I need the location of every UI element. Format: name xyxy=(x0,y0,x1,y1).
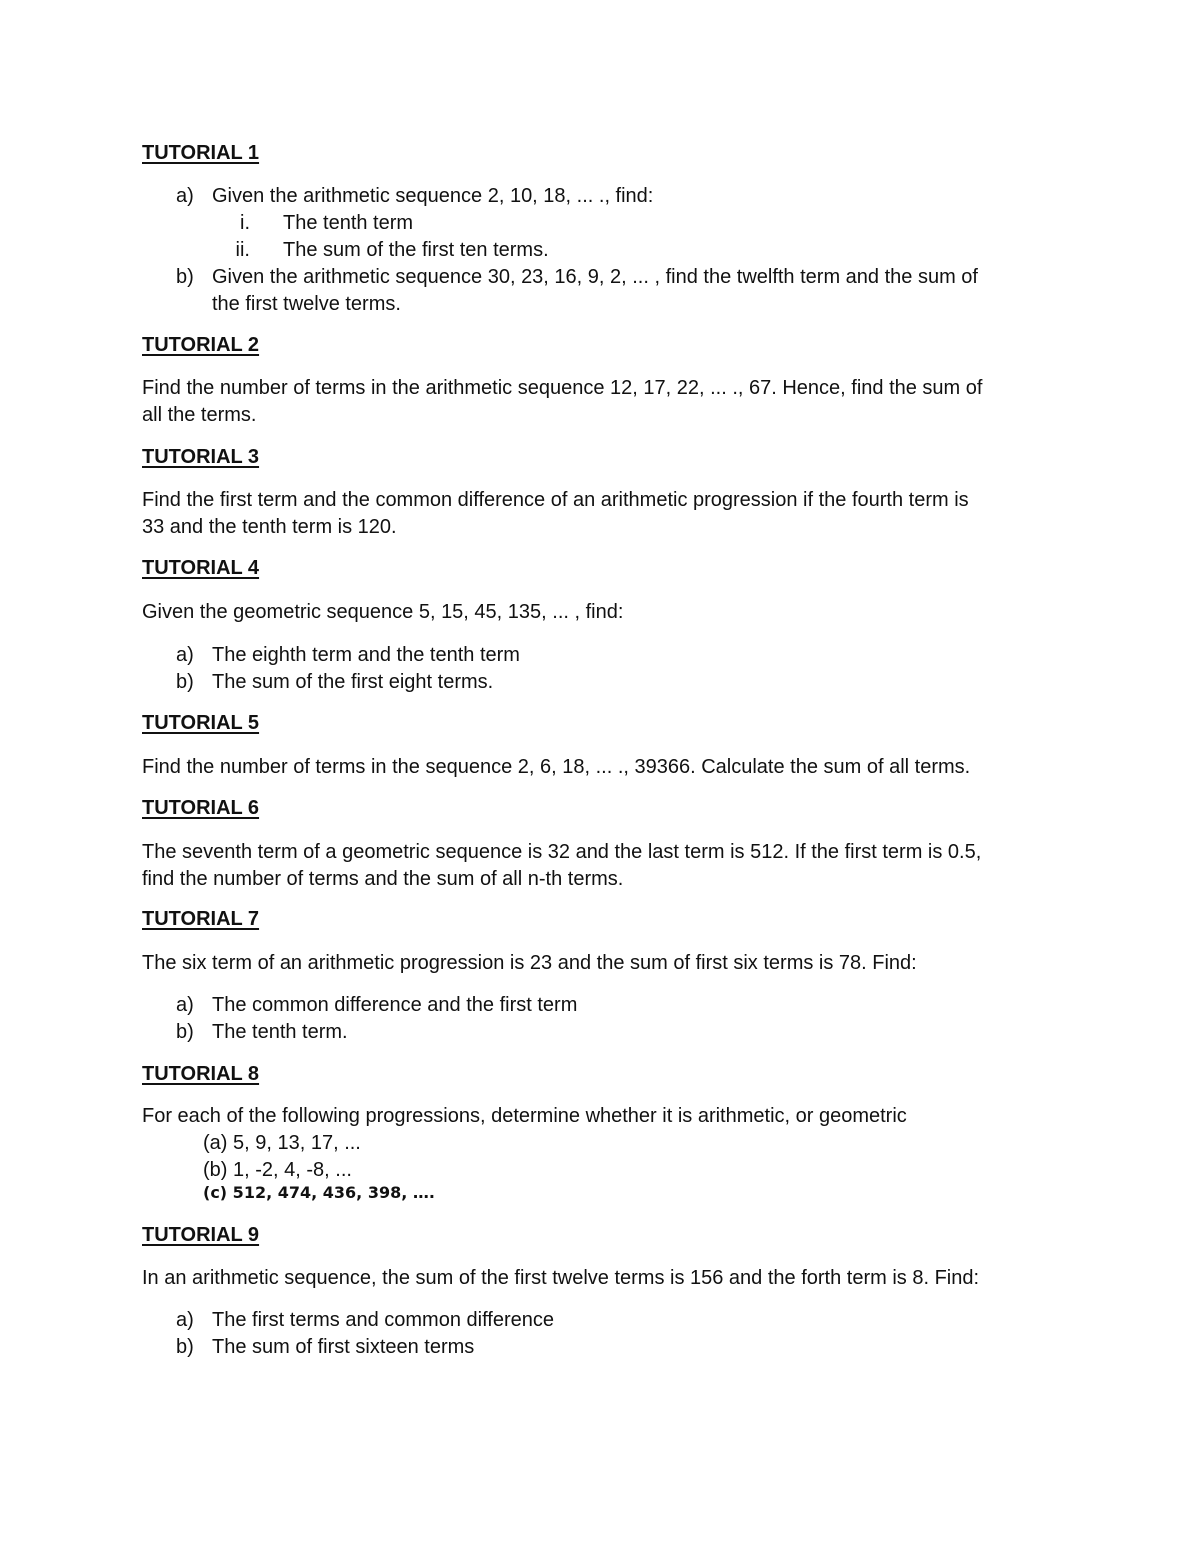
tutorial-5-text: Find the number of terms in the sequence 2, 6, 18, ... ., 39366. Calculate the sum of all terms. xyxy=(142,756,971,778)
list-label: b) xyxy=(176,671,194,693)
tutorial-9-text: In an arithmetic sequence, the sum of the first twelve terms is 156 and the forth term is 8. Find: xyxy=(142,1267,980,1289)
tutorial-8-item-b: (b) 1, -2, 4, -8, ... xyxy=(203,1159,352,1181)
tutorial-3-heading: TUTORIAL 3 xyxy=(142,446,260,468)
list-label: b) xyxy=(176,266,194,288)
tutorial-6-text-cont: find the number of terms and the sum of all n-th terms. xyxy=(142,868,624,890)
tutorial-4-part-b: The sum of the first eight terms. xyxy=(212,671,494,693)
tutorial-8-heading: TUTORIAL 8 xyxy=(142,1063,260,1085)
tutorial-8-item-a: (a) 5, 9, 13, 17, ... xyxy=(203,1132,361,1154)
list-label: a) xyxy=(176,185,194,207)
tutorial-7-part-b: The tenth term. xyxy=(212,1021,348,1043)
list-label: ii. xyxy=(235,239,250,261)
tutorial-5-heading: TUTORIAL 5 xyxy=(142,712,260,734)
tutorial-2-heading: TUTORIAL 2 xyxy=(142,334,260,356)
tutorial-1-part-a-ii: The sum of the first ten terms. xyxy=(283,239,549,261)
tutorial-3-text-cont: 33 and the tenth term is 120. xyxy=(142,516,397,538)
list-label: a) xyxy=(176,994,194,1016)
tutorial-7-heading: TUTORIAL 7 xyxy=(142,908,260,930)
tutorial-9-part-a: The first terms and common difference xyxy=(212,1309,554,1331)
tutorial-1-part-a-i: The tenth term xyxy=(283,212,414,234)
list-label: a) xyxy=(176,1309,194,1331)
tutorial-7-text: The six term of an arithmetic progression is 23 and the sum of first six terms is 78. Find: xyxy=(142,952,917,974)
tutorial-7-part-a: The common difference and the first term xyxy=(212,994,578,1016)
tutorial-1-part-b: Given the arithmetic sequence 30, 23, 16, 9, 2, ... , find the twelfth term and the sum of xyxy=(212,266,978,288)
tutorial-4-part-a: The eighth term and the tenth term xyxy=(212,644,520,666)
tutorial-9-part-b: The sum of first sixteen terms xyxy=(212,1336,475,1358)
tutorial-1-part-a: Given the arithmetic sequence 2, 10, 18, ... ., find: xyxy=(212,185,654,207)
tutorial-1-heading: TUTORIAL 1 xyxy=(142,142,260,164)
tutorial-1-part-b-cont: the first twelve terms. xyxy=(212,293,401,315)
tutorial-8-item-c: (c) 512, 474, 436, 398, …. xyxy=(203,1183,435,1202)
list-label: i. xyxy=(240,212,250,234)
tutorial-4-text: Given the geometric sequence 5, 15, 45, 135, ... , find: xyxy=(142,601,624,623)
tutorial-4-heading: TUTORIAL 4 xyxy=(142,557,260,579)
tutorial-8-text: For each of the following progressions, determine whether it is arithmetic, or geometric xyxy=(142,1105,907,1127)
tutorial-6-heading: TUTORIAL 6 xyxy=(142,797,260,819)
list-label: b) xyxy=(176,1336,194,1358)
tutorial-3-text: Find the first term and the common difference of an arithmetic progression if the fourth term is xyxy=(142,489,969,511)
tutorial-6-text: The seventh term of a geometric sequence is 32 and the last term is 512. If the first term is 0.5, xyxy=(142,841,982,863)
list-label: b) xyxy=(176,1021,194,1043)
list-label: a) xyxy=(176,644,194,666)
tutorial-2-text-cont: all the terms. xyxy=(142,404,257,426)
tutorial-9-heading: TUTORIAL 9 xyxy=(142,1224,260,1246)
tutorial-2-text: Find the number of terms in the arithmetic sequence 12, 17, 22, ... ., 67. Hence, find the sum of xyxy=(142,377,983,399)
